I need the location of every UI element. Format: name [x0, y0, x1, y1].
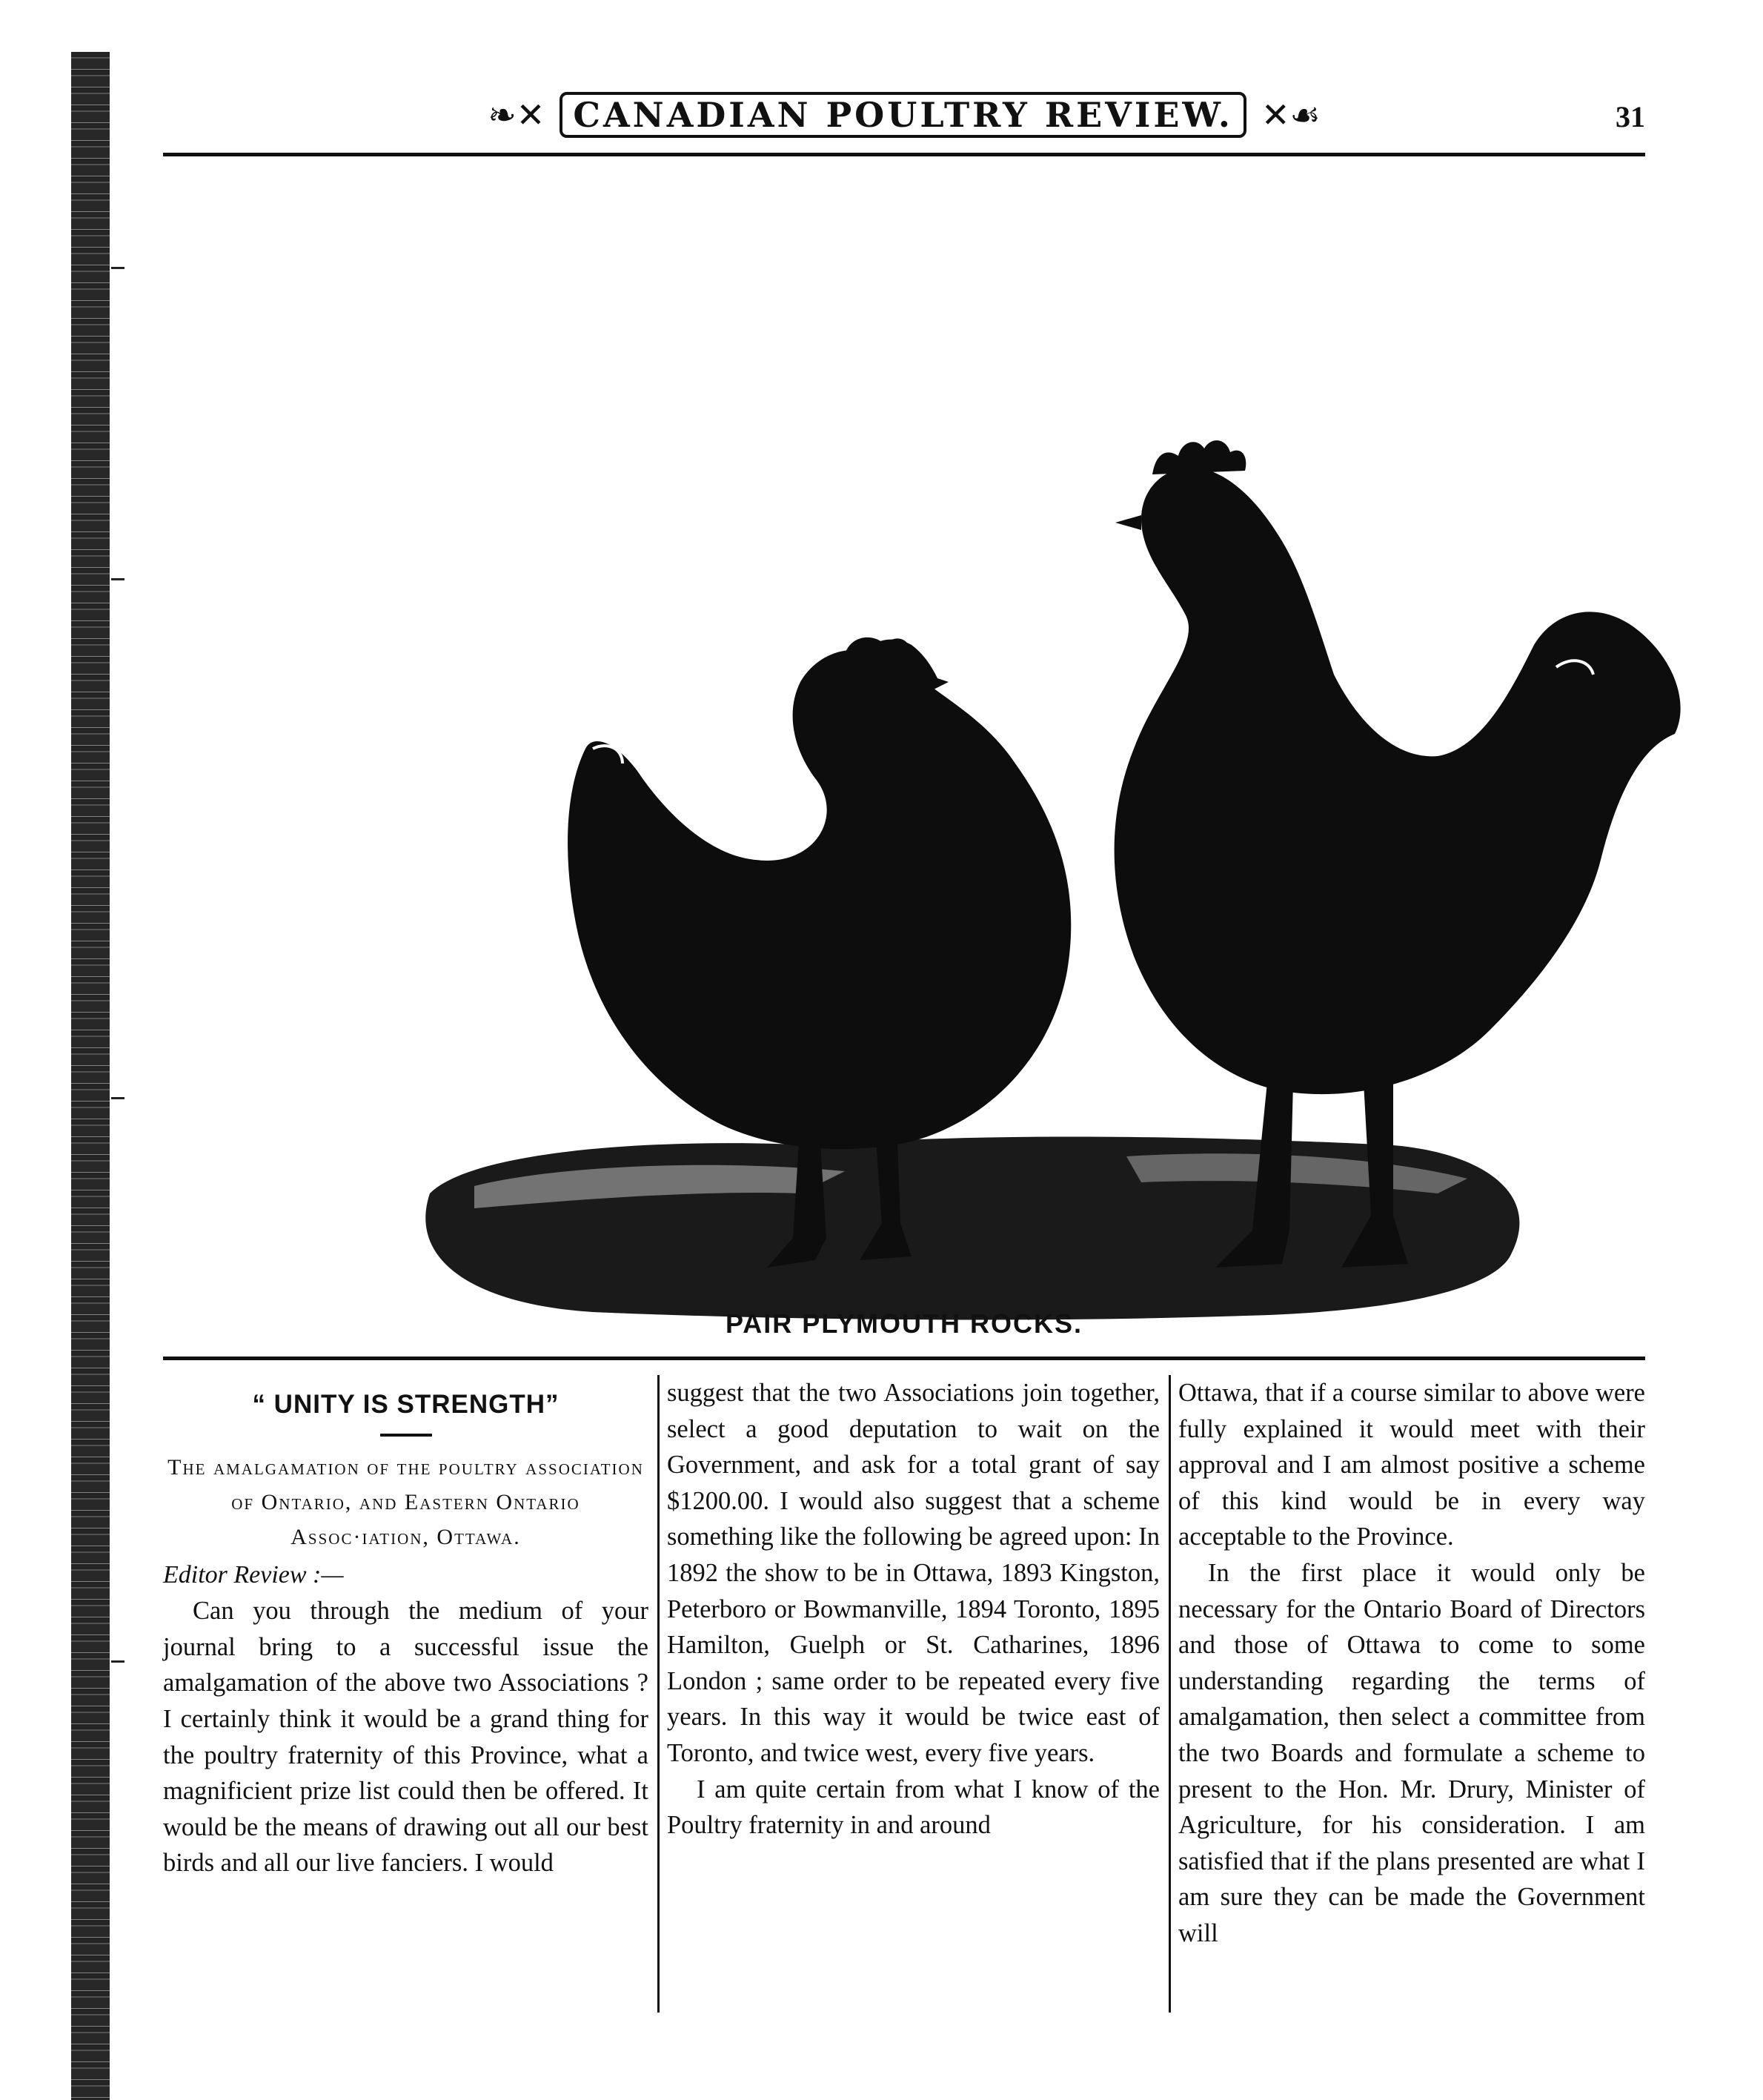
publication-name: CANADIAN POULTRY REVIEW. — [560, 92, 1246, 138]
article-column-1 — [163, 1375, 648, 2013]
rooster-comb — [1152, 440, 1246, 474]
article-subheading: The amalgamation of the poultry association of Ontario, and Eastern Ontario Assoc·iation, Ottawa. — [167, 1454, 644, 1549]
headline-rule — [380, 1434, 432, 1437]
ornament-right-icon: ✕☙ — [1261, 95, 1321, 135]
masthead-title — [163, 95, 1645, 135]
scan-speck — [111, 1097, 124, 1099]
page-binding-edge — [71, 52, 110, 2100]
article-paragraph: Ottawa, that if a course similar to above were fully explained it would meet with their approval and I am almost positive a scheme of this kind would be in every way acceptable to the Province. — [1178, 1379, 1645, 1551]
article-paragraph: Can you through the medium of your journal bring to a successful issue the amalgamation of the above two Associations ? I certainly think it would be a grand thing for the poultry fraternity of this Province, what a magnificient prize list could then be offered. It would be the means of drawing out all our best birds and all our live fanciers. I would — [163, 1597, 648, 1878]
article-column-3 — [1178, 1375, 1645, 2013]
article-paragraph: suggest that the two Associations join together, select a good deputation to wait on the Government, and ask for a total grant of say $1200.00. I would also suggest that a scheme something like the following be agreed upon: In 1892 the show to be in Ottawa, 1893 Kingston, Peterboro or Bowmanville, 1894 Toronto, 1895 Hamilton, Guelph or St. Catharines, 1896 London ; same order to be repeated every five years. In this way it would be twice east of Toronto, and twice west, every five years. — [667, 1379, 1160, 1767]
article-column-2 — [667, 1375, 1160, 2013]
plymouth-rocks-illustration — [282, 230, 1704, 1386]
ornament-left-icon: ❧✕ — [488, 95, 545, 135]
column-divider — [657, 1375, 660, 2013]
scan-speck — [111, 578, 124, 580]
illustration-caption: PAIR PLYMOUTH ROCKS. — [725, 1308, 1083, 1339]
page-number: 31 — [1616, 100, 1645, 133]
magazine-page — [163, 89, 1645, 1947]
article-paragraph: I am quite certain from what I know of the Poultry fraternity in and around — [667, 1775, 1160, 1840]
column-divider — [1169, 1375, 1171, 2013]
salutation: Editor Review :— — [163, 1560, 344, 1589]
article-headline: “ UNITY IS STRENGTH” — [252, 1390, 560, 1419]
scan-speck — [111, 1660, 124, 1663]
caption-divider — [163, 1357, 1645, 1360]
hen-comb — [845, 637, 910, 654]
masthead — [163, 89, 1645, 156]
scan-speck — [111, 267, 124, 269]
article-columns — [163, 1375, 1645, 2027]
article-paragraph: In the first place it would only be necessary for the Ontario Board of Directors and those of Ottawa to come to some understanding regarding the terms of amalgamation, then select a committee from the two Boards and formulate a scheme to present to the Hon. Mr. Drury, Minister of Agriculture, for his consideration. I am satisfied that if the plans presented are what I am sure they can be made the Government will — [1178, 1558, 1645, 1947]
